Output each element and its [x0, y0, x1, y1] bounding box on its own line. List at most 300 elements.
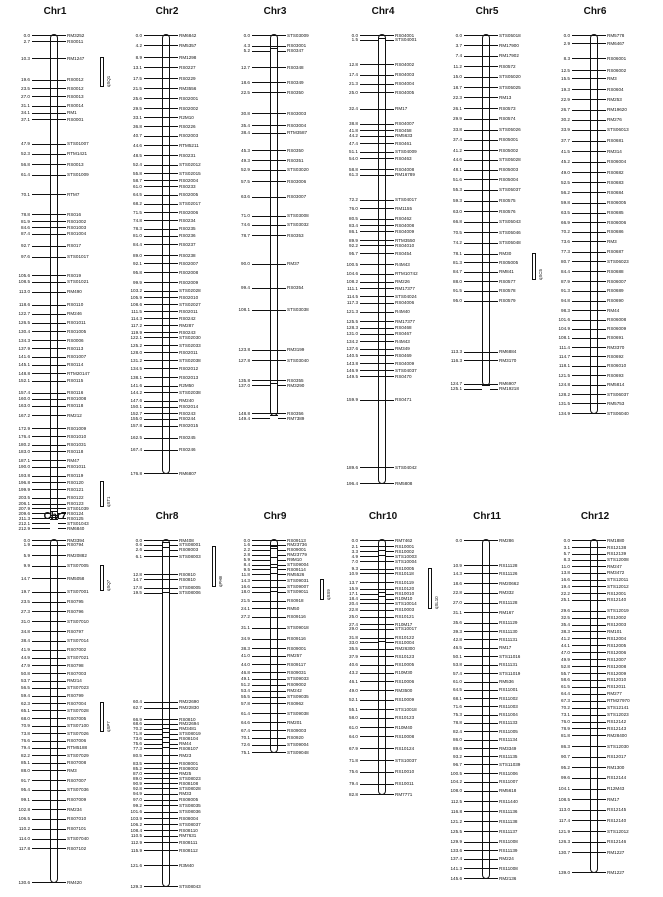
marker-position: 206.1	[18, 501, 30, 507]
position-leader-line	[32, 726, 50, 727]
position-leader-line	[360, 681, 378, 682]
marker-position: 1.9	[23, 542, 30, 548]
marker-position: 104.9	[558, 326, 570, 332]
marker-leader-line	[170, 794, 178, 795]
marker-leader-line	[490, 170, 498, 171]
position-leader-line	[252, 540, 270, 541]
marker-tick	[482, 648, 490, 649]
marker-tick	[482, 140, 490, 141]
marker-name: RS0794	[67, 542, 84, 548]
marker-position: 85.1	[21, 760, 30, 766]
position-leader-line	[252, 92, 270, 93]
marker-tick	[378, 617, 386, 618]
marker-position: 76.6	[21, 738, 30, 744]
position-leader-line	[144, 836, 162, 837]
marker-position: 111.5	[131, 308, 142, 314]
chromosome-title: Chr5	[475, 6, 499, 17]
marker-position: 38.3	[241, 645, 250, 651]
marker-tick	[590, 271, 598, 272]
position-leader-line	[360, 208, 378, 209]
marker-leader-line	[278, 380, 286, 381]
marker-position: 121.2	[450, 818, 462, 824]
position-leader-line	[464, 665, 482, 666]
marker-tick	[162, 547, 170, 548]
position-leader-line	[464, 842, 482, 843]
position-leader-line	[252, 46, 270, 47]
marker-position: 121.6	[130, 862, 142, 868]
marker-name: RM22690	[179, 699, 199, 705]
marker-leader-line	[386, 245, 394, 246]
marker-name: RS0011	[67, 38, 84, 44]
marker-tick	[162, 592, 170, 593]
position-leader-line	[32, 741, 50, 742]
marker-leader-line	[170, 805, 178, 806]
marker-position: 54.0	[349, 155, 358, 161]
marker-leader-line	[58, 540, 66, 541]
marker-leader-line	[58, 718, 66, 719]
marker-leader-line	[598, 722, 606, 723]
marker-tick	[590, 130, 598, 131]
marker-position: 0.0	[351, 32, 358, 38]
marker-name: STS09007	[287, 584, 309, 590]
position-leader-line	[144, 865, 162, 866]
marker-name: RM20882	[67, 552, 87, 558]
marker-name: RM3472	[607, 570, 625, 576]
marker-name: RS09002	[287, 682, 307, 688]
marker-leader-line	[58, 688, 66, 689]
marker-leader-line	[170, 337, 178, 338]
marker-name: RS0121	[67, 486, 84, 492]
marker-name: RS0354	[287, 285, 304, 291]
marker-position: 75.6	[133, 741, 142, 747]
marker-leader-line	[278, 713, 286, 714]
marker-leader-line	[386, 334, 394, 335]
marker-leader-line	[170, 545, 178, 546]
marker-leader-line	[598, 735, 606, 736]
chromosome-title: Chr2	[155, 6, 179, 17]
marker-tick	[590, 757, 598, 758]
marker-tick	[270, 235, 278, 236]
marker-tick	[50, 780, 58, 781]
marker-leader-line	[170, 708, 178, 709]
marker-tick	[270, 383, 278, 384]
marker-position: 41.0	[241, 653, 250, 659]
position-leader-line	[572, 375, 590, 376]
marker-leader-line	[386, 582, 394, 583]
marker-tick	[50, 144, 58, 145]
position-leader-line	[360, 603, 378, 604]
marker-name: RS11008	[499, 839, 518, 845]
marker-leader-line	[278, 617, 286, 618]
marker-position: 12.8	[133, 571, 142, 577]
marker-name: RS10011	[395, 781, 414, 787]
marker-position: 106.2	[130, 821, 142, 827]
marker-position: 71.5	[133, 209, 142, 215]
marker-tick	[162, 850, 170, 851]
marker-tick	[482, 682, 490, 683]
marker-name: RS0235	[179, 226, 196, 232]
marker-leader-line	[490, 748, 498, 749]
marker-leader-line	[386, 718, 394, 719]
position-leader-line	[144, 748, 162, 749]
marker-tick	[162, 818, 170, 819]
marker-name: R10M17	[395, 621, 413, 627]
marker-position: 207.9	[18, 505, 30, 511]
position-leader-line	[144, 117, 162, 118]
marker-name: RS0918	[287, 598, 304, 604]
marker-position: 22.2	[561, 590, 570, 596]
marker-leader-line	[490, 119, 498, 120]
marker-leader-line	[598, 385, 606, 386]
marker-leader-line	[386, 642, 394, 643]
marker-tick	[162, 574, 170, 575]
position-leader-line	[360, 551, 378, 552]
marker-leader-line	[386, 321, 394, 322]
marker-position: 58.0	[349, 715, 358, 721]
marker-name: R9M10	[287, 557, 302, 563]
marker-tick	[50, 681, 58, 682]
position-leader-line	[32, 467, 50, 468]
qtl-label: qSL10	[434, 596, 439, 609]
marker-name: RS0014	[67, 103, 84, 109]
marker-name: RS11005	[499, 728, 518, 734]
marker-tick	[50, 113, 58, 114]
marker-leader-line	[598, 547, 606, 548]
position-leader-line	[144, 272, 162, 273]
marker-position: 92.7	[21, 243, 30, 249]
marker-tick	[50, 755, 58, 756]
marker-leader-line	[170, 345, 178, 346]
marker-name: RM3	[607, 75, 617, 81]
marker-name: RS01002	[67, 218, 87, 224]
marker-tick	[270, 350, 278, 351]
marker-position: 141.6	[130, 383, 142, 389]
marker-name: RM7771	[395, 791, 413, 797]
position-leader-line	[464, 831, 482, 832]
marker-position: 7.0	[351, 558, 358, 564]
position-leader-line	[360, 169, 378, 170]
marker-position: 29.9	[453, 116, 462, 122]
position-leader-line	[252, 413, 270, 414]
position-leader-line	[360, 700, 378, 701]
marker-position: 16.6	[241, 584, 250, 590]
marker-position: 53.4	[241, 688, 250, 694]
marker-name: RS10122	[395, 635, 415, 641]
marker-position: 49.1	[241, 676, 250, 682]
marker-tick	[162, 337, 170, 338]
marker-tick	[378, 400, 386, 401]
marker-name: RS0231	[179, 152, 196, 158]
marker-position: 119.9	[130, 329, 142, 335]
position-leader-line	[360, 84, 378, 85]
marker-leader-line	[278, 170, 286, 171]
marker-position: 27.4	[349, 621, 358, 627]
marker-leader-line	[386, 649, 394, 650]
position-leader-line	[144, 392, 162, 393]
position-leader-line	[32, 780, 50, 781]
marker-position: 125.5	[450, 828, 462, 834]
position-leader-line	[252, 601, 270, 602]
marker-leader-line	[386, 665, 394, 666]
marker-name: RM276	[607, 117, 622, 123]
marker-leader-line	[490, 715, 498, 716]
marker-leader-line	[278, 92, 286, 93]
position-leader-line	[572, 172, 590, 173]
marker-leader-line	[170, 729, 178, 730]
marker-name: RS0013	[67, 161, 84, 167]
position-leader-line	[144, 263, 162, 264]
marker-tick	[482, 740, 490, 741]
marker-tick	[50, 96, 58, 97]
position-leader-line	[360, 355, 378, 356]
marker-position: 149.4	[238, 415, 250, 421]
position-leader-line	[252, 685, 270, 686]
position-leader-line	[572, 611, 590, 612]
position-leader-line	[464, 639, 482, 640]
marker-leader-line	[58, 498, 66, 499]
marker-leader-line	[170, 778, 178, 779]
marker-leader-line	[170, 773, 178, 774]
marker-position: 55.3	[453, 187, 462, 193]
marker-name: STS02027	[179, 301, 201, 307]
marker-leader-line	[170, 180, 178, 181]
marker-leader-line	[170, 556, 178, 557]
marker-leader-line	[490, 179, 498, 180]
marker-position: 49.0	[561, 169, 570, 175]
position-leader-line	[572, 151, 590, 152]
marker-position: 0.0	[563, 537, 570, 543]
marker-leader-line	[58, 460, 66, 461]
marker-tick	[162, 173, 170, 174]
marker-tick	[482, 150, 490, 151]
marker-name: RS0471	[395, 397, 412, 403]
marker-name: RS11126	[499, 570, 518, 576]
marker-position: 23.5	[21, 599, 30, 605]
marker-leader-line	[58, 88, 66, 89]
marker-tick	[270, 738, 278, 739]
position-leader-line	[252, 565, 270, 566]
marker-name: STS03009	[287, 32, 309, 38]
marker-name: STS03008	[287, 213, 309, 219]
marker-leader-line	[490, 190, 498, 191]
marker-name: STS10018	[395, 706, 417, 712]
marker-name: STS04042	[395, 464, 417, 470]
marker-position: 77.3	[133, 745, 142, 751]
marker-tick	[482, 160, 490, 161]
marker-position: 111.1	[347, 285, 358, 291]
marker-tick	[590, 547, 598, 548]
position-leader-line	[360, 642, 378, 643]
marker-position: 145.6	[450, 875, 462, 881]
marker-position: 90.9	[133, 780, 142, 786]
marker-position: 80.5	[349, 216, 358, 222]
marker-leader-line	[170, 724, 178, 725]
marker-name: RM5808	[395, 480, 413, 486]
marker-leader-line	[598, 566, 606, 567]
marker-tick	[378, 467, 386, 468]
marker-leader-line	[598, 172, 606, 173]
marker-tick	[378, 38, 386, 39]
marker-leader-line	[278, 587, 286, 588]
position-leader-line	[360, 334, 378, 335]
marker-leader-line	[58, 829, 66, 830]
marker-position: 41.5	[561, 148, 570, 154]
marker-name: RS10124	[395, 745, 415, 751]
position-leader-line	[360, 231, 378, 232]
marker-tick	[378, 709, 386, 710]
marker-position: 98.3	[561, 307, 570, 313]
marker-leader-line	[170, 35, 178, 36]
position-leader-line	[144, 186, 162, 187]
marker-name: STS07023	[67, 685, 89, 691]
marker-position: 135.8	[238, 377, 250, 383]
marker-leader-line	[598, 89, 606, 90]
marker-position: 15.0	[453, 74, 462, 80]
position-leader-line	[464, 791, 482, 792]
marker-name: RS0349	[287, 79, 304, 85]
marker-position: 128.2	[558, 391, 570, 397]
position-leader-line	[144, 126, 162, 127]
marker-name: RS03003	[287, 110, 307, 116]
marker-position: 41.9	[21, 647, 30, 653]
marker-position: 58.6	[561, 677, 570, 683]
position-leader-line	[32, 611, 50, 612]
marker-position: 38.8	[349, 121, 358, 126]
marker-position: 56.2	[561, 189, 570, 195]
marker-name: RS12139	[607, 551, 627, 557]
marker-name: STS09018	[287, 625, 309, 631]
marker-tick	[482, 748, 490, 749]
position-leader-line	[572, 566, 590, 567]
marker-position: 190.0	[18, 464, 30, 470]
position-leader-line	[572, 329, 590, 330]
marker-position: 95.4	[21, 787, 30, 793]
marker-name: STS09048	[287, 749, 309, 755]
marker-tick	[50, 696, 58, 697]
position-leader-line	[252, 639, 270, 640]
marker-name: STS12008	[607, 557, 629, 563]
marker-tick	[590, 694, 598, 695]
position-leader-line	[572, 638, 590, 639]
marker-tick	[162, 579, 170, 580]
marker-tick	[50, 154, 58, 155]
marker-leader-line	[386, 760, 394, 761]
marker-name: RS0120	[67, 479, 84, 485]
marker-position: 64.5	[453, 687, 462, 693]
marker-tick	[590, 560, 598, 561]
marker-name: RS0962	[287, 700, 304, 706]
marker-tick	[50, 119, 58, 120]
marker-leader-line	[58, 658, 66, 659]
position-leader-line	[464, 301, 482, 302]
marker-name: RS04010	[395, 242, 415, 248]
position-leader-line	[572, 241, 590, 242]
marker-position: 62.7	[133, 705, 142, 711]
marker-name: RM17900	[499, 42, 519, 48]
marker-tick	[270, 46, 278, 47]
position-leader-line	[252, 560, 270, 561]
position-leader-line	[252, 713, 270, 714]
marker-leader-line	[598, 366, 606, 367]
position-leader-line	[572, 70, 590, 71]
marker-name: RS0237	[179, 241, 196, 247]
marker-position: 52.9	[241, 167, 250, 173]
position-leader-line	[32, 357, 50, 358]
marker-name: RS08110	[179, 827, 198, 833]
position-leader-line	[360, 748, 378, 749]
marker-leader-line	[278, 565, 286, 566]
marker-name: RS06004	[607, 159, 627, 165]
position-leader-line	[32, 96, 50, 97]
marker-tick	[378, 264, 386, 265]
marker-position: 2.9	[563, 40, 570, 46]
marker-leader-line	[170, 450, 178, 451]
marker-leader-line	[278, 601, 286, 602]
marker-leader-line	[170, 413, 178, 414]
position-leader-line	[464, 360, 482, 361]
marker-position: 123.8	[238, 347, 250, 353]
marker-tick	[590, 673, 598, 674]
position-leader-line	[360, 219, 378, 220]
marker-name: RS0242	[179, 315, 196, 321]
position-leader-line	[572, 99, 590, 100]
marker-tick	[590, 645, 598, 646]
marker-name: STS02012	[179, 162, 201, 168]
marker-leader-line	[278, 580, 286, 581]
marker-name: RM1227	[607, 849, 625, 855]
marker-leader-line	[58, 555, 66, 556]
marker-tick	[378, 363, 386, 364]
marker-tick	[50, 733, 58, 734]
marker-name: RS07008	[67, 760, 87, 766]
position-leader-line	[572, 728, 590, 729]
marker-tick	[162, 57, 170, 58]
marker-position: 131.5	[558, 400, 570, 406]
marker-position: 5.9	[243, 557, 250, 563]
marker-tick	[378, 794, 386, 795]
marker-tick	[50, 415, 58, 416]
marker-leader-line	[490, 831, 498, 832]
marker-tick	[378, 109, 386, 110]
position-leader-line	[32, 658, 50, 659]
marker-leader-line	[278, 592, 286, 593]
marker-position: 59.4	[21, 693, 30, 699]
marker-tick	[378, 124, 386, 125]
marker-position: 18.6	[241, 79, 250, 85]
marker-name: RM23779	[287, 552, 307, 558]
marker-leader-line	[598, 356, 606, 357]
marker-tick	[482, 66, 490, 67]
marker-position: 112.9	[130, 839, 142, 845]
marker-position: 49.3	[241, 157, 250, 163]
position-leader-line	[252, 555, 270, 556]
marker-position: 68.0	[21, 715, 30, 721]
marker-position: 128.3	[346, 325, 358, 331]
marker-leader-line	[170, 173, 178, 174]
marker-name: RS0238	[179, 252, 196, 258]
marker-tick	[162, 386, 170, 387]
marker-name: RS02014	[179, 404, 199, 410]
marker-position: 127.8	[238, 357, 250, 363]
position-leader-line	[144, 220, 162, 221]
position-leader-line	[252, 113, 270, 114]
qtl-label: qSC5	[538, 269, 543, 281]
marker-tick	[270, 608, 278, 609]
marker-tick	[590, 329, 598, 330]
marker-name: RS11006	[499, 770, 518, 776]
marker-tick	[162, 805, 170, 806]
marker-name: STS09004	[287, 742, 309, 748]
